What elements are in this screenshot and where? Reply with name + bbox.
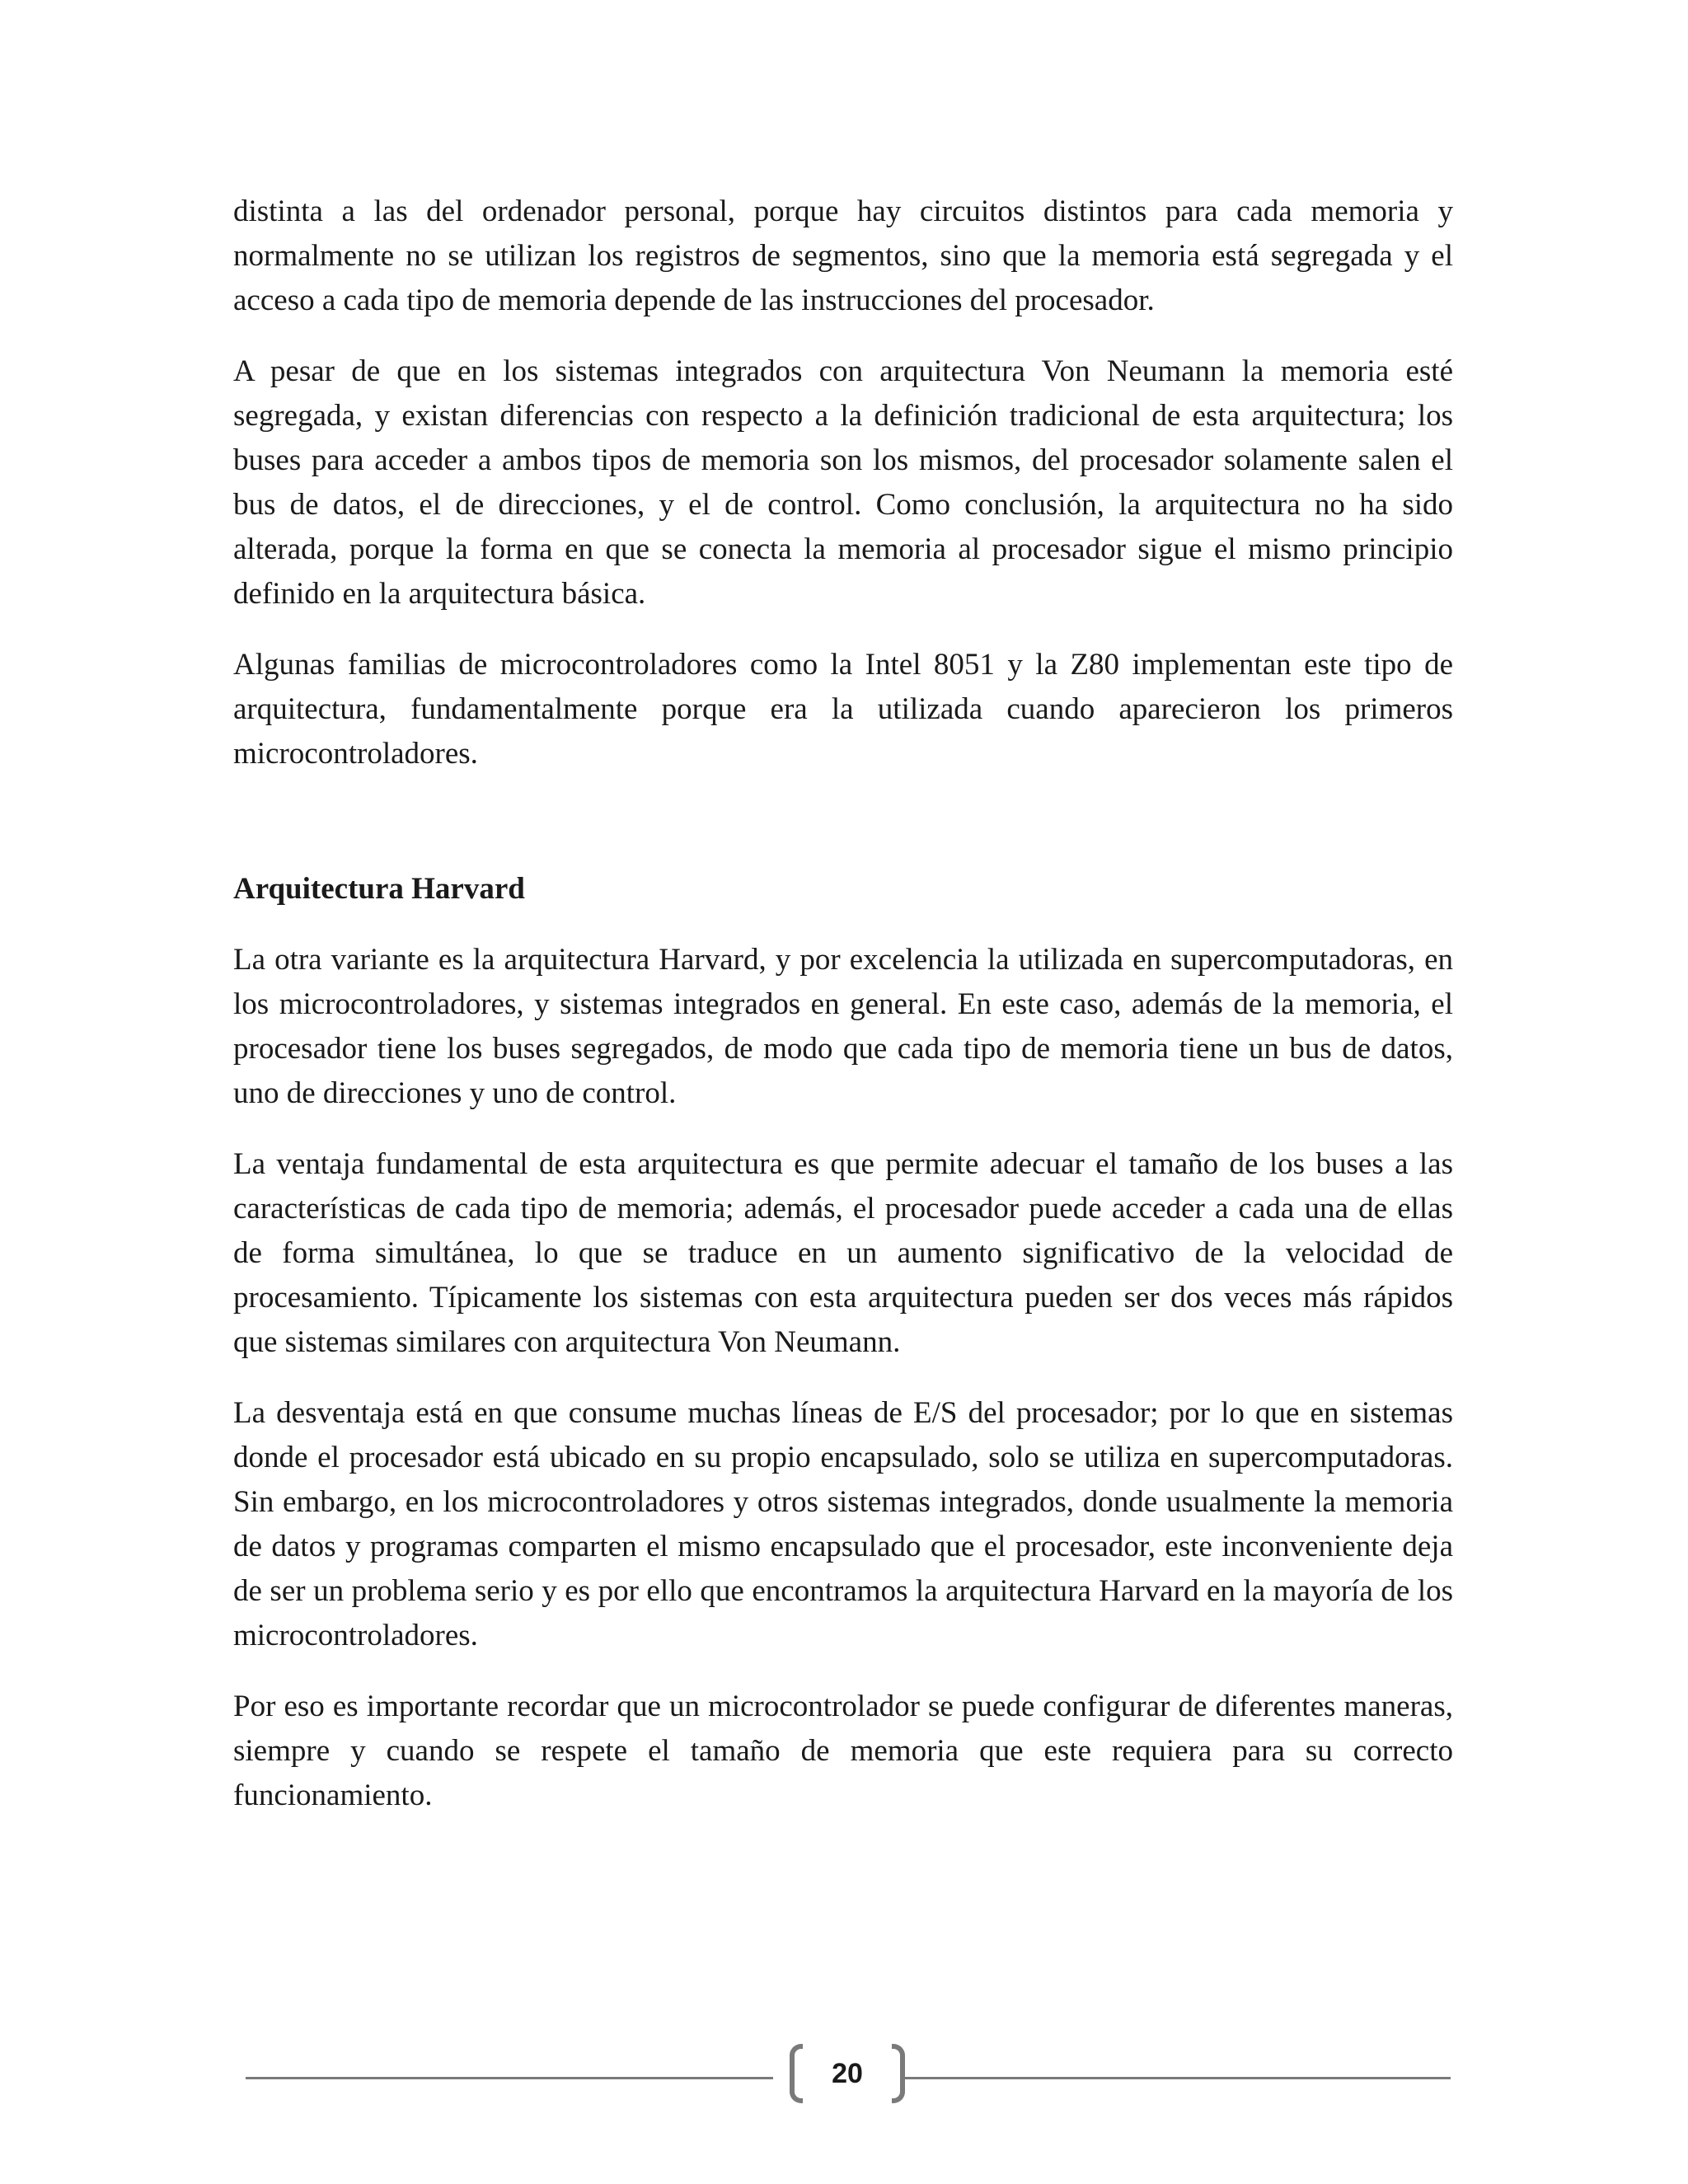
paragraph: La otra variante es la arquitectura Harvard, y por excelencia la utilizada en supercomputadoras, en los microcontroladores, y sistemas integrados en general. En este caso, además de la memoria, el procesador tiene los buses segregados, de modo que cada tipo de memoria tiene un bus de datos, uno de direcciones y uno de control. (233, 943, 1453, 1110)
paragraph: distinta a las del ordenador personal, porque hay circuitos distintos para cada memoria y normalmente no se utilizan los registros de segmentos, sino que la memoria está segregada y el acceso a cada tipo de memoria depende de las instrucciones del procesador. (233, 194, 1453, 317)
section-heading: Arquitectura Harvard (233, 872, 525, 906)
page-content (233, 190, 1453, 1844)
paragraph: A pesar de que en los sistemas integrados con arquitectura Von Neumann la memoria esté segregada, y existan diferencias con respecto a la definición tradicional de esta arquitectura; los buses para acceder a ambos tipos de memoria son los mismos, del procesador solamente salen el bus de datos, el de direcciones, y el de control. Como conclusión, la arquitectura no ha sido alterada, porque la forma en que se conecta la memoria al procesador sigue el mismo principio definido en la arquitectura básica. (233, 354, 1453, 611)
left-bracket-icon (790, 2044, 803, 2103)
page-number: 20 (832, 2058, 863, 2089)
page-footer (246, 2044, 1451, 2110)
paragraph: La ventaja fundamental de esta arquitectura es que permite adecuar el tamaño de los buses a las características de cada tipo de memoria; además, el procesador puede acceder a cada una de ellas de forma simultánea, lo que se traduce en un aumento significativo de la velocidad de procesamiento. Típicamente los sistemas con esta arquitectura pueden ser dos veces más rápidos que sistemas similares con arquitectura Von Neumann. (233, 1147, 1453, 1359)
paragraph: Algunas familias de microcontroladores como la Intel 8051 y la Z80 implementan este tipo de arquitectura, fundamentalmente porque era la utilizada cuando aparecieron los primeros microcontroladores. (233, 648, 1453, 771)
footer-rule-right (905, 2077, 1451, 2079)
paragraph: Por eso es importante recordar que un microcontrolador se puede configurar de diferentes maneras, siempre y cuando se respete el tamaño de memoria que este requiera para su correcto funcionamiento. (233, 1690, 1453, 1812)
paragraph: La desventaja está en que consume muchas líneas de E/S del procesador; por lo que en sistemas donde el procesador está ubicado en su propio encapsulado, solo se utiliza en supercomputadoras. Sin embargo, en los microcontroladores y otros sistemas integrados, donde usualmente la memoria de datos y programas comparten el mismo encapsulado que el procesador, este inconveniente deja de ser un problema serio y es por ello que encontramos la arquitectura Harvard en la mayoría de los microcontroladores. (233, 1396, 1453, 1652)
right-bracket-icon (892, 2044, 905, 2103)
footer-rule-left (246, 2077, 773, 2079)
